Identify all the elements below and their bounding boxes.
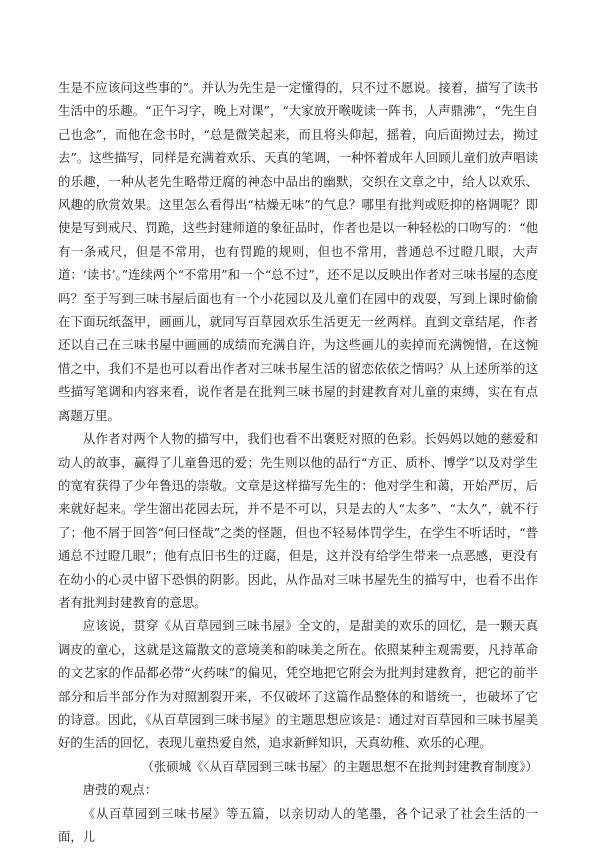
- article-body: [58, 76, 538, 848]
- source-attribution: （张硕城《〈从百草园到三味书屋〉的主题思想不在批判封建教育制度》）: [141, 758, 538, 774]
- paragraph-school-life: 生是不应该问这些事的”。并认为先生是一定懂得的，只不过不愿说。接着，描写了读书生活中的乐趣。“正午习字，晚上对课”，“大家放开喉咙读一阵书，人声鼎沸”，“先生自己也念”，而他在念书时，“总是微笑起来，而且将头仰起，摇着，向后面拗过去，拗过去”。这些描写，同样是充满着欢乐、天真的笔调，一种怀着成年人回顾儿童们放声唱读的乐趣，一种从老先生略带迂腐的神态中品出的幽默，交织在文章之中，给人以欢乐、风趣的欣赏效果。这里怎么看得出“枯燥无味”的气息？哪里有批判或贬抑的格调呢？即使是写到戒尺、罚跪，这些封建师道的象征品时，作者也是以一种轻松的口吻写的：“他有一条戒尺，但是不常用，也有罚跪的规则，但也不常用，普通总不过瞪几眼，大声道：‘读书’。”连续两个“不常用”和一个“总不过”，还不足以反映出作者对三味书屋的态度吗？至于写到三味书屋后面也有一个小花园以及儿童们在园中的戏耍，写到上课时偷偷在下面玩纸盔甲，画画儿，就同写百草园欢乐生活更无一丝两样。直到文章结尾，作者还以自己在三味书屋中画画的成绩而充满自许，为这些画儿的卖掉而充满惋惜，在这惋惜之中，我们不是也可以看出作者对三味书屋生活的留恋依依之情吗？从上述所举的这些描写笔调和内容来看，说作者是在批判三味书屋的封建教育对儿童的束缚，实在有点离题万里。: [58, 80, 538, 423]
- paragraph-tang-tao-view: 《从百草园到三味书屋》等五篇，以亲切动人的笔墨，各个记录了社会生活的一面，儿: [58, 805, 538, 844]
- paragraph-characters: 从作者对两个人物的描写中，我们也看不出褒贬对照的色彩。长妈妈以她的慈爱和动人的故事，赢得了儿童鲁迅的爱；先生则以他的品行“方正、质朴、博学”以及对学生的宽宥获得了少年鲁迅的崇敬。文章是这样描写先生的：他对学生和蔼，开始严厉，后来就好起来。学生溜出花园去玩，并不是不可以，只是去的人“太多”、“太久”，就不行了；他不屑于回答“何曰怪哉”之类的怪题，但也不轻易体罚学生，在学生不听话时，“普通总不过瞪几眼”；他有点旧书生的迂腐，但是，这并没有给学生带来一点恶感，更没有在幼小的心灵中留下恐惧的阴影。因此，从作品对三味书屋先生的描写中，也看不出作者有批判封建教育的意思。: [58, 431, 538, 610]
- paragraph-tang-tao-heading: 唐弢的观点：: [82, 782, 158, 798]
- paragraph-conclusion: 应该说，贯穿《从百草园到三味书屋》全文的，是甜美的欢乐的回忆，是一颗天真调皮的童心，这就是这篇散文的意境美和韵味美之所在。依照某种主观需要，凡持革命的文艺家的作品都必带“火药味”的偏见，凭空地把它附会为批判封建教育，把它的前半部分和后半部分作为对照割裂开来，不仅破坏了这篇作品整体的和谐统一，也破坏了它的诗意。因此，《从百草园到三味书屋》的主题思想应该是：通过对百草园和三味书屋美好的生活的回忆，表现儿童热爱自然，追求新鲜知识，天真幼稚、欢乐的心理。: [58, 618, 538, 751]
